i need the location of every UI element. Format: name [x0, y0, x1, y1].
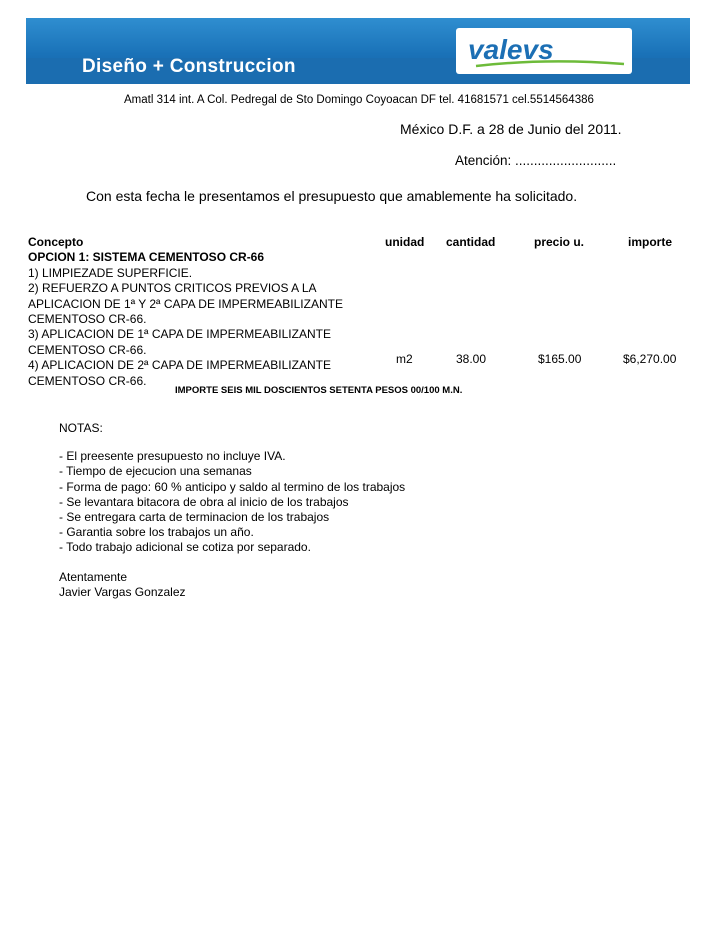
- company-address: Amatl 314 int. A Col. Pedregal de Sto Domingo Coyoacan DF tel. 41681571 cel.5514564386: [124, 94, 594, 106]
- concept-line: CEMENTOSO CR-66.: [28, 312, 147, 327]
- note-item: - Tiempo de ejecucion una semanas: [59, 464, 252, 479]
- row-quantity: 38.00: [456, 352, 487, 366]
- concept-line: CEMENTOSO CR-66.: [28, 342, 147, 357]
- row-amount: $6,270.00: [623, 352, 677, 366]
- concept-line: APLICACION DE 1ª Y 2ª CAPA DE IMPERMEABILIZANTE: [28, 296, 343, 311]
- concept-line: 4) APLICACION DE 2ª CAPA DE IMPERMEABILIZANTE: [28, 358, 331, 373]
- concept-line: CEMENTOSO CR-66.: [28, 373, 147, 388]
- attention-line: Atención: ...........................: [455, 153, 617, 168]
- concept-column: [28, 235, 368, 389]
- valevs-logo: [456, 28, 632, 74]
- notes-section: [59, 421, 405, 600]
- note-item: - Se levantara bitacora de obra al inicio de los trabajos: [59, 494, 349, 509]
- row-unit-price: $165.00: [538, 352, 582, 366]
- note-item: - Todo trabajo adicional se cotiza por separado.: [59, 540, 311, 555]
- notes-title: NOTAS:: [59, 421, 103, 435]
- concept-line: 3) APLICACION DE 1ª CAPA DE IMPERMEABILIZANTE: [28, 327, 331, 342]
- header-amount: importe: [628, 235, 673, 249]
- header-concept: Concepto: [28, 235, 84, 249]
- concept-line: 1) LIMPIEZADE SUPERFICIE.: [28, 265, 193, 280]
- note-item: - Forma de pago: 60 % anticipo y saldo al termino de los trabajos: [59, 479, 406, 494]
- banner-title: Diseño + Construccion: [82, 56, 296, 77]
- header-unit: unidad: [385, 235, 425, 249]
- logo-text: valevs: [468, 34, 554, 65]
- date-line: México D.F. a 28 de Junio del 2011.: [400, 121, 622, 137]
- concept-line: 2) REFUERZO A PUNTOS CRITICOS PREVIOS A LA: [28, 281, 317, 296]
- spacer: [59, 556, 405, 570]
- header-banner: [26, 18, 690, 84]
- header-quantity: cantidad: [446, 235, 496, 249]
- amount-in-words: IMPORTE SEIS MIL DOSCIENTOS SETENTA PESOS 00/100 M.N.: [175, 385, 463, 396]
- signer-name: Javier Vargas Gonzalez: [59, 584, 186, 599]
- closing-text: Atentamente: [59, 569, 128, 584]
- row-unit: m2: [396, 352, 413, 366]
- intro-text: Con esta fecha le presentamos el presupuesto que amablemente ha solicitado.: [86, 188, 578, 204]
- header-unit-price: precio u.: [534, 235, 585, 249]
- note-item: - El preesente presupuesto no incluye IVA.: [59, 449, 286, 464]
- note-item: - Garantia sobre los trabajos un año.: [59, 525, 254, 540]
- note-item: - Se entregara carta de terminacion de los trabajos: [59, 510, 330, 525]
- option-title: OPCION 1: SISTEMA CEMENTOSO CR-66: [28, 250, 265, 265]
